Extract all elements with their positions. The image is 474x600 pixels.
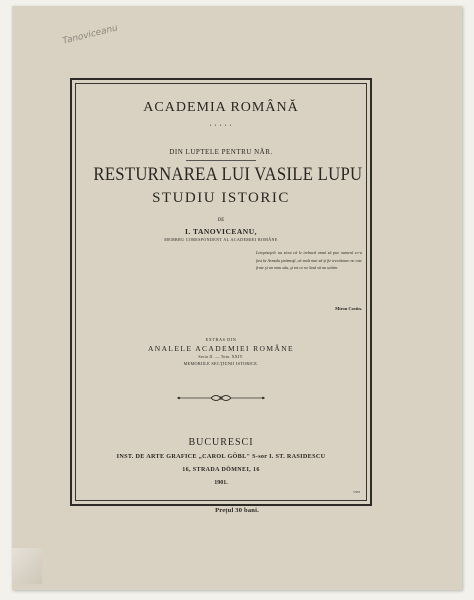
author-role: MEMBRU CORESPONDENT AL ACADEMIEI ROMÂNE: [164, 237, 278, 242]
journal-name: ANALELE ACADEMIEI ROMÂNE: [147, 344, 295, 353]
title-frame-outer: [70, 78, 372, 506]
journal-series: Seria II. — Tom. XXIV.: [198, 354, 244, 359]
folded-corner: [12, 548, 42, 584]
printer-address: 16, STRADA DÖMNEI, 16: [182, 467, 260, 473]
publication-city: BUCURESCI: [188, 437, 254, 448]
epigraph-text: Letopiseţele au zicut că le trebueâ omuî să pue oamenî ce-a fost la Armalu ştrămoşî, că mult mai să-ţi fie trecătoare ne este frate şi un omu său, şi tot ce ne lasă să nu uităm.: [256, 250, 362, 271]
by-label: DE: [217, 218, 225, 223]
excerpt-label: EXTRAS DIN: [205, 337, 237, 342]
decorative-ornament: [175, 392, 267, 404]
plate-code: 5308: [353, 490, 360, 494]
handwritten-pencil-note: Tanoviceanu: [61, 23, 119, 47]
main-title: RESTURNAREA LUI VASILE LUPU: [93, 164, 363, 185]
title-frame-inner: [75, 83, 367, 501]
epigraph-author: Miron Costin.: [335, 306, 362, 311]
title-rule: [186, 160, 256, 161]
price-label: Preţul 30 bani.: [215, 507, 259, 514]
printer-name: INST. DE ARTE GRAFICE „CAROL GÖBL" S-sor I. ST. RASIDESCU: [116, 453, 326, 460]
small-ornament: • • • • •: [209, 124, 233, 129]
journal-section: MEMORIILE SECŢIUNII ISTORICE.: [183, 361, 259, 366]
series-title: DIN LUPTELE PENTRU NĂR.: [169, 148, 273, 156]
publication-year: 1901.: [214, 480, 228, 486]
subtitle: STUDIU ISTORIC: [152, 190, 290, 206]
author-name: I. TANOVICEANU,: [184, 227, 258, 236]
institution-name: ACADEMIA ROMÂNĂ: [143, 100, 299, 115]
